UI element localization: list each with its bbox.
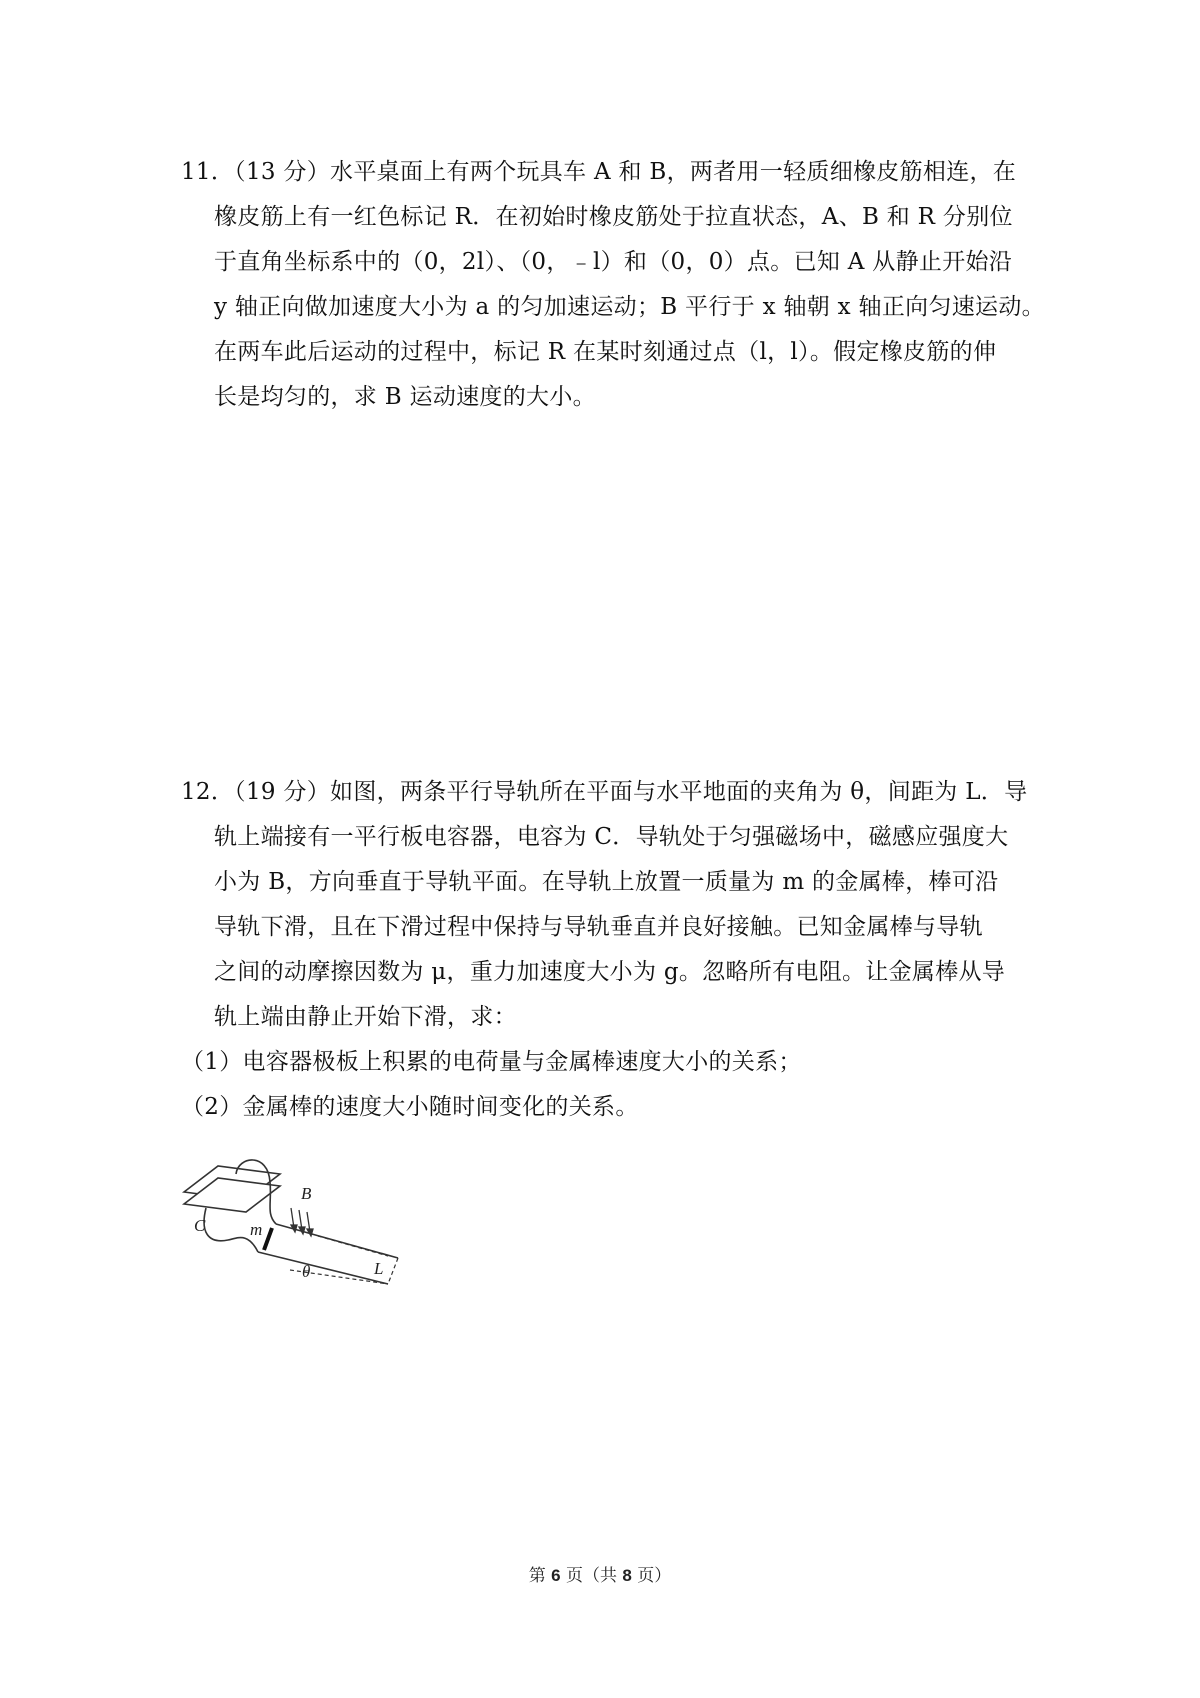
lower-rail — [258, 1252, 388, 1284]
field-label-B: B — [301, 1184, 312, 1203]
footer-middle: 页（共 — [560, 1566, 623, 1586]
q11-line-2: 橡皮筋上有一红色标记 R．在初始时橡皮筋处于拉直状态，A、B 和 R 分别位 — [214, 204, 1013, 230]
rail-spacing-dashed — [388, 1258, 398, 1284]
q12-line-1: 12．（19 分）如图，两条平行导轨所在平面与水平地面的夹角为 θ，间距为 L．导 — [181, 779, 1028, 805]
rod-label-m: m — [250, 1220, 263, 1239]
q12-line-4: 导轨下滑，且在下滑过程中保持与导轨垂直并良好接触。已知金属棒与导轨 — [214, 914, 983, 940]
q12-line-3: 小为 B，方向垂直于导轨平面。在导轨上放置一质量为 m 的金属棒，棒可沿 — [214, 869, 999, 895]
spacing-label-L: L — [374, 1259, 384, 1278]
magnetic-field-arrows — [291, 1208, 313, 1236]
metal-rod — [264, 1228, 272, 1250]
q11-line-4: y 轴正向做加速度大小为 a 的匀加速运动；B 平行于 x 轴朝 x 轴正向匀速运动。 — [214, 294, 1045, 320]
q12-subquestion-2: （2）金属棒的速度大小随时间变化的关系。 — [181, 1094, 639, 1120]
q11-line-1: 11．（13 分）水平桌面上有两个玩具车 A 和 B，两者用一轻质细橡皮筋相连，在 — [181, 159, 1017, 185]
q12-line-2: 轨上端接有一平行板电容器，电容为 C．导轨处于匀强磁场中，磁感应强度大 — [214, 824, 1009, 850]
footer-prefix: 第 — [528, 1566, 552, 1586]
footer-suffix: 页） — [631, 1566, 672, 1586]
footer-page-number: 6 — [551, 1566, 561, 1585]
q12-line-6: 轨上端由静止开始下滑，求： — [214, 1004, 517, 1030]
q12-subquestion-1: （1）电容器极板上积累的电荷量与金属棒速度大小的关系； — [181, 1049, 802, 1075]
angle-label-theta: θ — [302, 1262, 311, 1281]
footer-total-pages: 8 — [622, 1566, 632, 1585]
q12-line-5: 之间的动摩擦因数为 μ，重力加速度大小为 g。忽略所有电阻。让金属棒从导 — [214, 959, 1006, 985]
q11-line-6: 长是均匀的，求 B 运动速度的大小。 — [214, 384, 596, 410]
capacitor-label-C: C — [194, 1216, 206, 1235]
rail-capacitor-figure — [178, 1152, 438, 1292]
q11-line-5: 在两车此后运动的过程中，标记 R 在某时刻通过点（l，l）。假定橡皮筋的伸 — [214, 339, 997, 365]
q11-line-3: 于直角坐标系中的（0，2l）、（0，﹣l）和（0，0）点。已知 A 从静止开始沿 — [214, 249, 1013, 275]
page-footer — [0, 1561, 1200, 1586]
rail-capacitor-diagram — [178, 1152, 438, 1292]
